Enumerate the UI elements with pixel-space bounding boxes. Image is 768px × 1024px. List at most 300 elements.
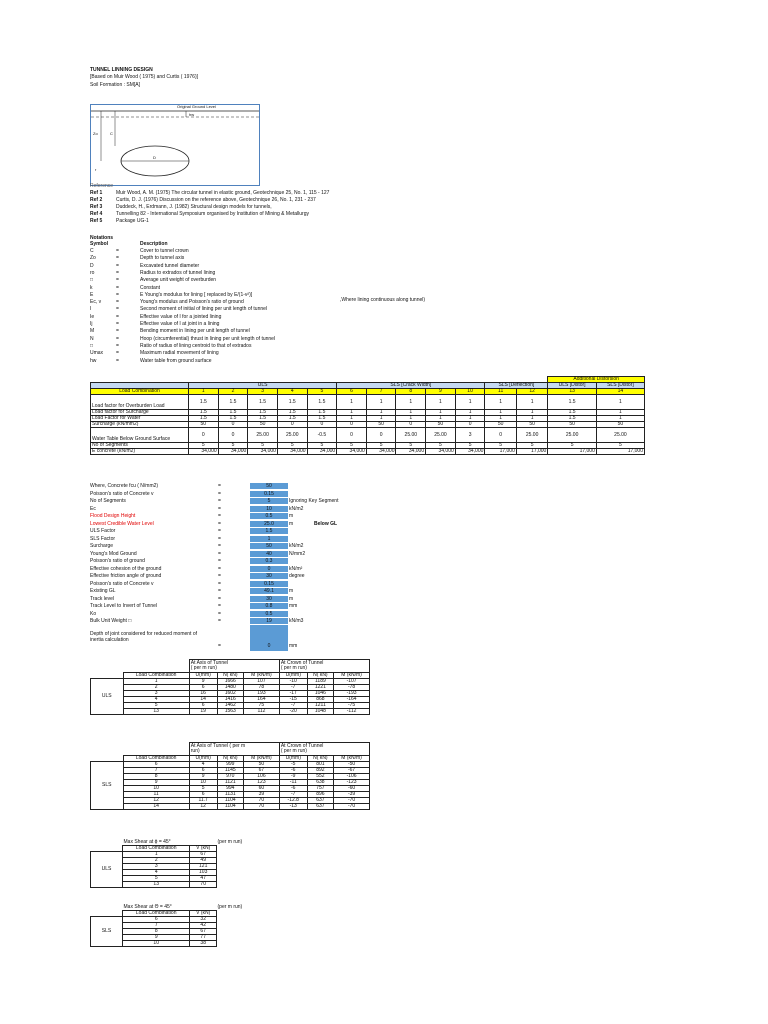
axis-header <box>189 743 279 756</box>
table-cell: 0 <box>337 428 367 443</box>
load-combination-header: Load Combination <box>123 756 189 762</box>
column-header: N( kN) <box>217 756 244 762</box>
table-cell: 3 <box>123 864 190 870</box>
notation-equals: = <box>116 291 119 298</box>
notation-description: Bending moment in lining per unit length of tunnel <box>140 328 250 335</box>
table-cell: 8 <box>123 774 189 780</box>
table-cell: 2 <box>123 858 190 864</box>
table-cell: 10 <box>123 786 189 792</box>
ground-level-label: Original Ground Level <box>177 104 216 109</box>
table-cell: 1221 <box>307 685 334 691</box>
table-cell: 1 <box>426 395 456 410</box>
parameter-equals: = <box>218 498 221 504</box>
table-cell: 5 <box>307 443 337 449</box>
table-cell: 1563 <box>217 709 244 715</box>
table-cell: 7 <box>123 768 189 774</box>
notation-symbol: C <box>90 248 94 254</box>
parameter-equals: = <box>218 543 221 549</box>
table-cell: 0 <box>396 422 426 428</box>
crown-header <box>279 743 369 756</box>
table-cell: -7 <box>279 703 307 709</box>
table-cell: 14 <box>189 697 217 703</box>
joint-depth-value: 0 <box>250 643 288 649</box>
table-cell: -164 <box>334 697 370 703</box>
notation-description: Excavated tunnel diameter <box>140 262 200 269</box>
notation-equals: = <box>116 342 119 349</box>
table-cell: 3 <box>455 428 485 443</box>
table-cell: 50 <box>244 762 280 768</box>
table-cell: 25.00 <box>548 428 597 443</box>
parameter-label: Flood Design Height <box>90 513 136 519</box>
notation-equals: = <box>116 350 119 357</box>
table-cell: 34,000 <box>248 449 278 455</box>
table-cell: 1.5 <box>248 410 278 416</box>
parameter-value: 0 <box>250 566 288 572</box>
table-cell: 103 <box>190 870 217 876</box>
row-label: Load factor for Overburden Load <box>91 395 189 410</box>
table-cell: 9 <box>123 935 190 941</box>
notation-symbol: Umax <box>90 350 104 357</box>
notations-side-note: ,Where lining continuous along tunnel) <box>340 297 426 303</box>
notation-description: Average unit weight of overburden <box>140 277 217 284</box>
table-cell: 637 <box>307 798 334 804</box>
table-cell: 50 <box>189 422 219 428</box>
table-cell: 1.5 <box>307 410 337 416</box>
table-cell: 4 <box>189 762 217 768</box>
table-cell: 1602 <box>217 691 244 697</box>
parameter-label: Poisson's ratio of ground <box>90 558 145 564</box>
table-cell: 1.5 <box>548 416 597 422</box>
sls-results-table <box>90 742 370 810</box>
table-cell: 999 <box>217 762 244 768</box>
table-cell: 1416 <box>217 697 244 703</box>
notation-equals: = <box>116 262 119 269</box>
parameter-value: 30 <box>250 596 288 602</box>
axis-run-2: run) <box>190 748 200 754</box>
parameter-value: 50 <box>250 543 288 549</box>
crown-run: ( per m run) <box>280 665 307 671</box>
table-cell: 5 <box>366 443 396 449</box>
joint-depth-label: Depth of joint considered for reduced moment of <box>90 631 198 637</box>
axis-run: ( per m <box>229 743 246 749</box>
notation-description: Radius to extrados of tunnel lining <box>140 269 216 276</box>
table-row <box>91 395 645 410</box>
parameter-equals: = <box>218 550 221 557</box>
axis-title: At Axis of Tunnel <box>190 743 228 749</box>
table-cell: 6 <box>123 917 190 923</box>
r-label: r <box>95 167 97 172</box>
ref-text: Tunnelling 82 - International Symposium organised by Institution of Mining & Metallurgy <box>116 211 309 217</box>
parameter-equals: = <box>218 618 221 624</box>
table-cell: 638 <box>307 780 334 786</box>
parameter-value: 10 <box>250 506 288 512</box>
table-cell: 8 <box>123 929 190 935</box>
notation-description: E Young's modulus for lining [ replaced by E/(1-v²)] <box>140 291 253 298</box>
table-cell: 5 <box>548 443 597 449</box>
parameter-value: 0.15 <box>250 581 288 587</box>
column-header: U(mm) <box>279 756 307 762</box>
table-cell: 1 <box>426 410 456 416</box>
table-cell: 50 <box>516 422 547 428</box>
table-cell: 4 <box>123 870 190 876</box>
table-cell: 1 <box>516 416 547 422</box>
table-cell: 1 <box>455 395 485 410</box>
table-cell: 50 <box>548 422 597 428</box>
table-cell: 1 <box>123 679 189 685</box>
table-cell: -70 <box>334 804 370 810</box>
table-cell: 70 <box>190 882 217 888</box>
joint-depth-unit: mm <box>289 643 298 649</box>
table-cell: 25.00 <box>248 428 278 443</box>
column-header: U(mm) <box>189 756 217 762</box>
table-cell: 801 <box>307 762 334 768</box>
table-cell: 70 <box>244 798 280 804</box>
parameter-value: 0.3 <box>250 558 288 564</box>
table-cell: 1.5 <box>218 395 248 410</box>
table-cell: 1.5 <box>277 395 307 410</box>
load-combination-number: 3 <box>248 389 278 395</box>
table-cell: 5 <box>396 443 426 449</box>
table-cell: -7 <box>279 685 307 691</box>
parameter-equals: = <box>218 588 221 594</box>
parameter-value: 0.8 <box>250 603 288 609</box>
table-row <box>91 428 645 443</box>
d-label: D <box>153 155 156 160</box>
notation-symbol: ro <box>90 269 95 276</box>
parameter-equals: = <box>218 573 221 579</box>
notation-description: Constant <box>140 284 161 291</box>
table-cell: -67 <box>334 768 370 774</box>
table-cell: 50 <box>426 422 456 428</box>
table-cell: 9 <box>123 780 189 786</box>
c-label: C <box>110 131 113 136</box>
table-cell: 9 <box>189 679 217 685</box>
table-cell: 34,000 <box>366 449 396 455</box>
table-cell: 994 <box>217 786 244 792</box>
table-cell: 1189 <box>307 679 334 685</box>
parameter-value: 50 <box>250 483 288 489</box>
table-cell: 5 <box>426 443 456 449</box>
table-cell: 123 <box>244 780 280 786</box>
table-cell: 164 <box>244 697 280 703</box>
additional-distorsion-header: Additional Distorsion <box>548 377 645 383</box>
load-combination-number: 1 <box>189 389 219 395</box>
parameter-value: 30 <box>250 573 288 579</box>
notation-equals: = <box>116 335 119 342</box>
table-cell: 11.7 <box>189 798 217 804</box>
table-cell: 5 <box>455 443 485 449</box>
column-header: N( kN) <box>217 673 244 679</box>
notation-description: Effective value of I for a jointed lining <box>140 313 222 320</box>
parameter-label: Effective friction angle of ground <box>90 573 162 579</box>
load-combination-number: 5 <box>307 389 337 395</box>
table-cell: 1121 <box>217 780 244 786</box>
notation-equals: = <box>116 313 119 320</box>
table-cell: 60 <box>244 786 280 792</box>
ref-text: Duddeck, H., Erdmann, J. (1982) Structural design models for tunnels, <box>116 204 272 210</box>
table-cell: 32 <box>190 917 217 923</box>
table-cell: -70 <box>334 798 370 804</box>
table-cell: 47 <box>190 876 217 882</box>
parameter-value: 5 <box>250 498 288 504</box>
notation-description: Young's modulus and Poisson's ratio of ground <box>140 299 244 306</box>
table-cell: 75 <box>244 703 280 709</box>
joint-depth-label-2: inertia calculation <box>90 637 129 643</box>
table-cell: 868 <box>307 697 334 703</box>
crown-run: ( per m run) <box>280 748 307 754</box>
parameter-equals: = <box>218 513 221 519</box>
table-cell: -112 <box>334 709 370 715</box>
load-combination-number: 6 <box>337 389 367 395</box>
column-header: N( kN) <box>307 673 334 679</box>
parameter-unit: m <box>289 595 294 602</box>
table-cell: -78 <box>334 685 370 691</box>
parameter-value: 25.0 <box>250 521 288 527</box>
table-cell: 1.5 <box>189 395 219 410</box>
table-cell: 1666 <box>217 679 244 685</box>
table-cell: 5 <box>123 703 189 709</box>
group-label: ULS <box>91 852 123 888</box>
table-cell: 1 <box>485 395 516 410</box>
column-header: M (kN/m) <box>244 756 280 762</box>
shear-v-header: V (kN) <box>190 846 217 852</box>
table-cell: 19 <box>189 709 217 715</box>
parameter-unit: m <box>289 520 294 527</box>
parameter-equals: = <box>218 535 221 542</box>
shear-run: (per m run) <box>217 904 243 911</box>
crown-header <box>279 660 369 673</box>
table-cell: -0.5 <box>307 428 337 443</box>
table-cell: -6 <box>279 786 307 792</box>
table-cell: 13 <box>123 882 190 888</box>
group-label: SLS <box>91 917 123 947</box>
table-cell: 1.5 <box>548 395 597 410</box>
table-cell: -9 <box>279 774 307 780</box>
table-cell: 50 <box>366 422 396 428</box>
table-cell: 17,000 <box>596 449 644 455</box>
column-header: M (kN/m) <box>244 673 280 679</box>
table-cell: -11 <box>279 780 307 786</box>
notation-description: Depth to tunnel axis <box>140 255 185 262</box>
load-combination-header: Load Combination <box>123 911 190 917</box>
table-cell: 25.00 <box>426 428 456 443</box>
table-cell: 637 <box>307 804 334 810</box>
table-cell: 121 <box>190 864 217 870</box>
parameter-equals: = <box>218 528 221 534</box>
parameter-unit: kN/m2 <box>289 505 304 512</box>
table-cell: 50 <box>485 422 516 428</box>
table-cell: 16 <box>189 691 217 697</box>
table-cell: -107 <box>334 679 370 685</box>
notation-symbol: □ <box>90 277 94 284</box>
doc-basis: [Based on Muir Wood ( 1975) and Curtis ( 1976)] <box>90 74 199 80</box>
table-cell: -39 <box>334 792 370 798</box>
notations-symbol-header: Symbol <box>90 241 109 247</box>
parameter-label: Lowest Credible Water Level <box>90 520 154 527</box>
notation-equals: = <box>116 269 119 276</box>
table-row <box>91 709 370 715</box>
column-header: M (kN/m) <box>334 756 370 762</box>
parameter-equals: = <box>218 558 221 564</box>
table-cell: 1 <box>426 416 456 422</box>
table-cell: -50 <box>334 762 370 768</box>
table-cell: 17,000 <box>516 449 547 455</box>
table-cell: 6 <box>189 768 217 774</box>
notation-equals: = <box>116 357 119 364</box>
table-cell: 1 <box>596 395 644 410</box>
notation-description: Maximum radial movement of lining <box>140 350 219 357</box>
notation-description: Water table from ground surface <box>140 357 212 364</box>
table-cell: 970 <box>217 774 244 780</box>
shear-title: Max Shear at ϕ = 45° <box>123 839 171 845</box>
notation-symbol: E <box>90 291 94 298</box>
parameter-unit: Ignoring Key Segment <box>289 498 339 504</box>
table-cell: 25.00 <box>516 428 547 443</box>
table-cell: 13 <box>123 709 189 715</box>
notations-description-header: Description <box>140 241 168 247</box>
notation-description: Effective value of I at joint in a lining <box>140 321 220 327</box>
load-combination-header: Load Combination <box>123 846 190 852</box>
table-cell: 6 <box>189 685 217 691</box>
parameter-label: No of Segments <box>90 498 126 504</box>
table-cell: 1048 <box>307 709 334 715</box>
doc-title: TUNNEL LINNING DESIGN <box>90 67 153 73</box>
table-cell: 5 <box>189 786 217 792</box>
table-cell: 67 <box>244 768 280 774</box>
table-cell: 1046 <box>307 691 334 697</box>
load-combination-number: 9 <box>426 389 456 395</box>
table-row <box>91 804 370 810</box>
axis-run: ( per m run) <box>190 665 217 671</box>
table-cell: 6 <box>123 762 189 768</box>
table-cell: -13 <box>279 804 307 810</box>
parameter-value: 1.5 <box>250 528 288 534</box>
table-cell: 67 <box>190 852 217 858</box>
column-header: U(mm) <box>189 673 217 679</box>
ref-id: Ref 1 <box>90 190 103 196</box>
table-cell: -20 <box>279 709 307 715</box>
ref-text: Package UG-1 <box>116 218 149 224</box>
table-cell: 34,000 <box>189 449 219 455</box>
table-cell: 0 <box>189 428 219 443</box>
parameter-unit: mm <box>289 603 298 609</box>
table-cell: 5 <box>248 443 278 449</box>
row-label: Load Factor for Water <box>91 416 189 422</box>
table-cell: 1.5 <box>307 416 337 422</box>
notation-symbol: D <box>90 262 94 269</box>
parameter-label: Existing GL <box>90 588 116 594</box>
table-cell: -17 <box>279 691 307 697</box>
table-cell: 1 <box>366 416 396 422</box>
table-cell: 5 <box>337 443 367 449</box>
table-cell: 1131 <box>217 792 244 798</box>
table-cell: 39 <box>244 792 280 798</box>
table-cell: 757 <box>307 786 334 792</box>
table-cell: 38 <box>190 941 217 947</box>
table-cell: 1 <box>337 416 367 422</box>
table-cell: 70 <box>244 804 280 810</box>
notation-description: Second moment of initial of lining per unit length of tunnel <box>140 306 268 313</box>
axis-header <box>189 660 279 673</box>
parameter-label: Bulk Unit Weight □ <box>90 618 132 624</box>
table-cell: 11 <box>123 792 189 798</box>
load-combination-number: 10 <box>455 389 485 395</box>
group-label: SLS <box>91 762 124 810</box>
table-cell: 34,000 <box>426 449 456 455</box>
group-sls-distor-header: SLS [Distor] <box>596 383 644 389</box>
table-cell: 1 <box>366 410 396 416</box>
load-combination-header: Load Combination <box>123 673 189 679</box>
table-cell: 1145 <box>217 768 244 774</box>
ref-id: Ref 3 <box>90 204 103 210</box>
table-cell: 892 <box>307 768 334 774</box>
parameter-label: Track Level to Invert of Tunnel <box>90 603 158 609</box>
table-cell: 0 <box>485 428 516 443</box>
table-cell: 7 <box>123 923 190 929</box>
notation-equals: = <box>116 255 119 262</box>
table-cell: 0 <box>218 428 248 443</box>
group-deflection-header: SLS [Deflection] <box>485 383 548 389</box>
tunnel-diagram-svg <box>91 105 259 185</box>
table-cell: 0 <box>307 422 337 428</box>
table-cell: 1.5 <box>189 410 219 416</box>
zo-label: Zo <box>93 131 98 136</box>
parameter-unit: kN/m² <box>289 565 303 572</box>
notation-equals: = <box>116 328 119 335</box>
ref-text: Curtis, D. J. (1976) Discussion on the reference above, Geotechnique 26, No. 1, 231 - 237 <box>116 197 316 203</box>
table-cell: 5 <box>123 876 190 882</box>
ref-id: Ref 4 <box>90 211 103 217</box>
table-cell: 5 <box>189 443 219 449</box>
tunnel-diagram <box>90 104 260 186</box>
table-cell: 9 <box>189 774 217 780</box>
table-cell: 1 <box>396 410 426 416</box>
table-cell: 5 <box>485 443 516 449</box>
group-label: ULS <box>91 679 124 715</box>
table-cell: 1 <box>516 395 547 410</box>
table-cell: 77 <box>190 935 217 941</box>
parameter-unit: kN/m2 <box>289 543 304 549</box>
load-combination-number: 13 <box>548 389 597 395</box>
table-cell: 34,000 <box>277 449 307 455</box>
load-combination-number: 11 <box>485 389 516 395</box>
table-cell: 34,000 <box>396 449 426 455</box>
table-cell: 106 <box>244 774 280 780</box>
table-cell: 25.00 <box>596 428 644 443</box>
load-combination-number: 4 <box>277 389 307 395</box>
notation-symbol: M <box>90 328 95 335</box>
notation-equals: = <box>116 306 119 313</box>
ref-text: Muir Wood, A. M. (1975) The circular tunnel in elastic ground, Geotechnique 25, No. 1, 115 - 127 <box>116 190 330 196</box>
table-cell: 0 <box>366 428 396 443</box>
table-cell: 34,000 <box>218 449 248 455</box>
table-cell: 1104 <box>217 804 244 810</box>
table-cell: 1 <box>485 410 516 416</box>
parameter-unit: m <box>289 588 294 594</box>
parameter-label: Ec <box>90 505 96 512</box>
table-cell: -15 <box>279 697 307 703</box>
parameter-label: SLS Factor <box>90 535 116 542</box>
notation-symbol: Zo <box>90 255 96 262</box>
parameter-equals: = <box>218 610 221 617</box>
table-cell: -6 <box>279 768 307 774</box>
table-cell: 1 <box>455 416 485 422</box>
parameter-value: 40 <box>250 551 288 557</box>
notation-equals: = <box>116 248 119 254</box>
shear-v-header: V (kN) <box>190 911 217 917</box>
parameter-label: Ko <box>90 610 97 617</box>
parameter-value: 0.5 <box>250 611 288 617</box>
